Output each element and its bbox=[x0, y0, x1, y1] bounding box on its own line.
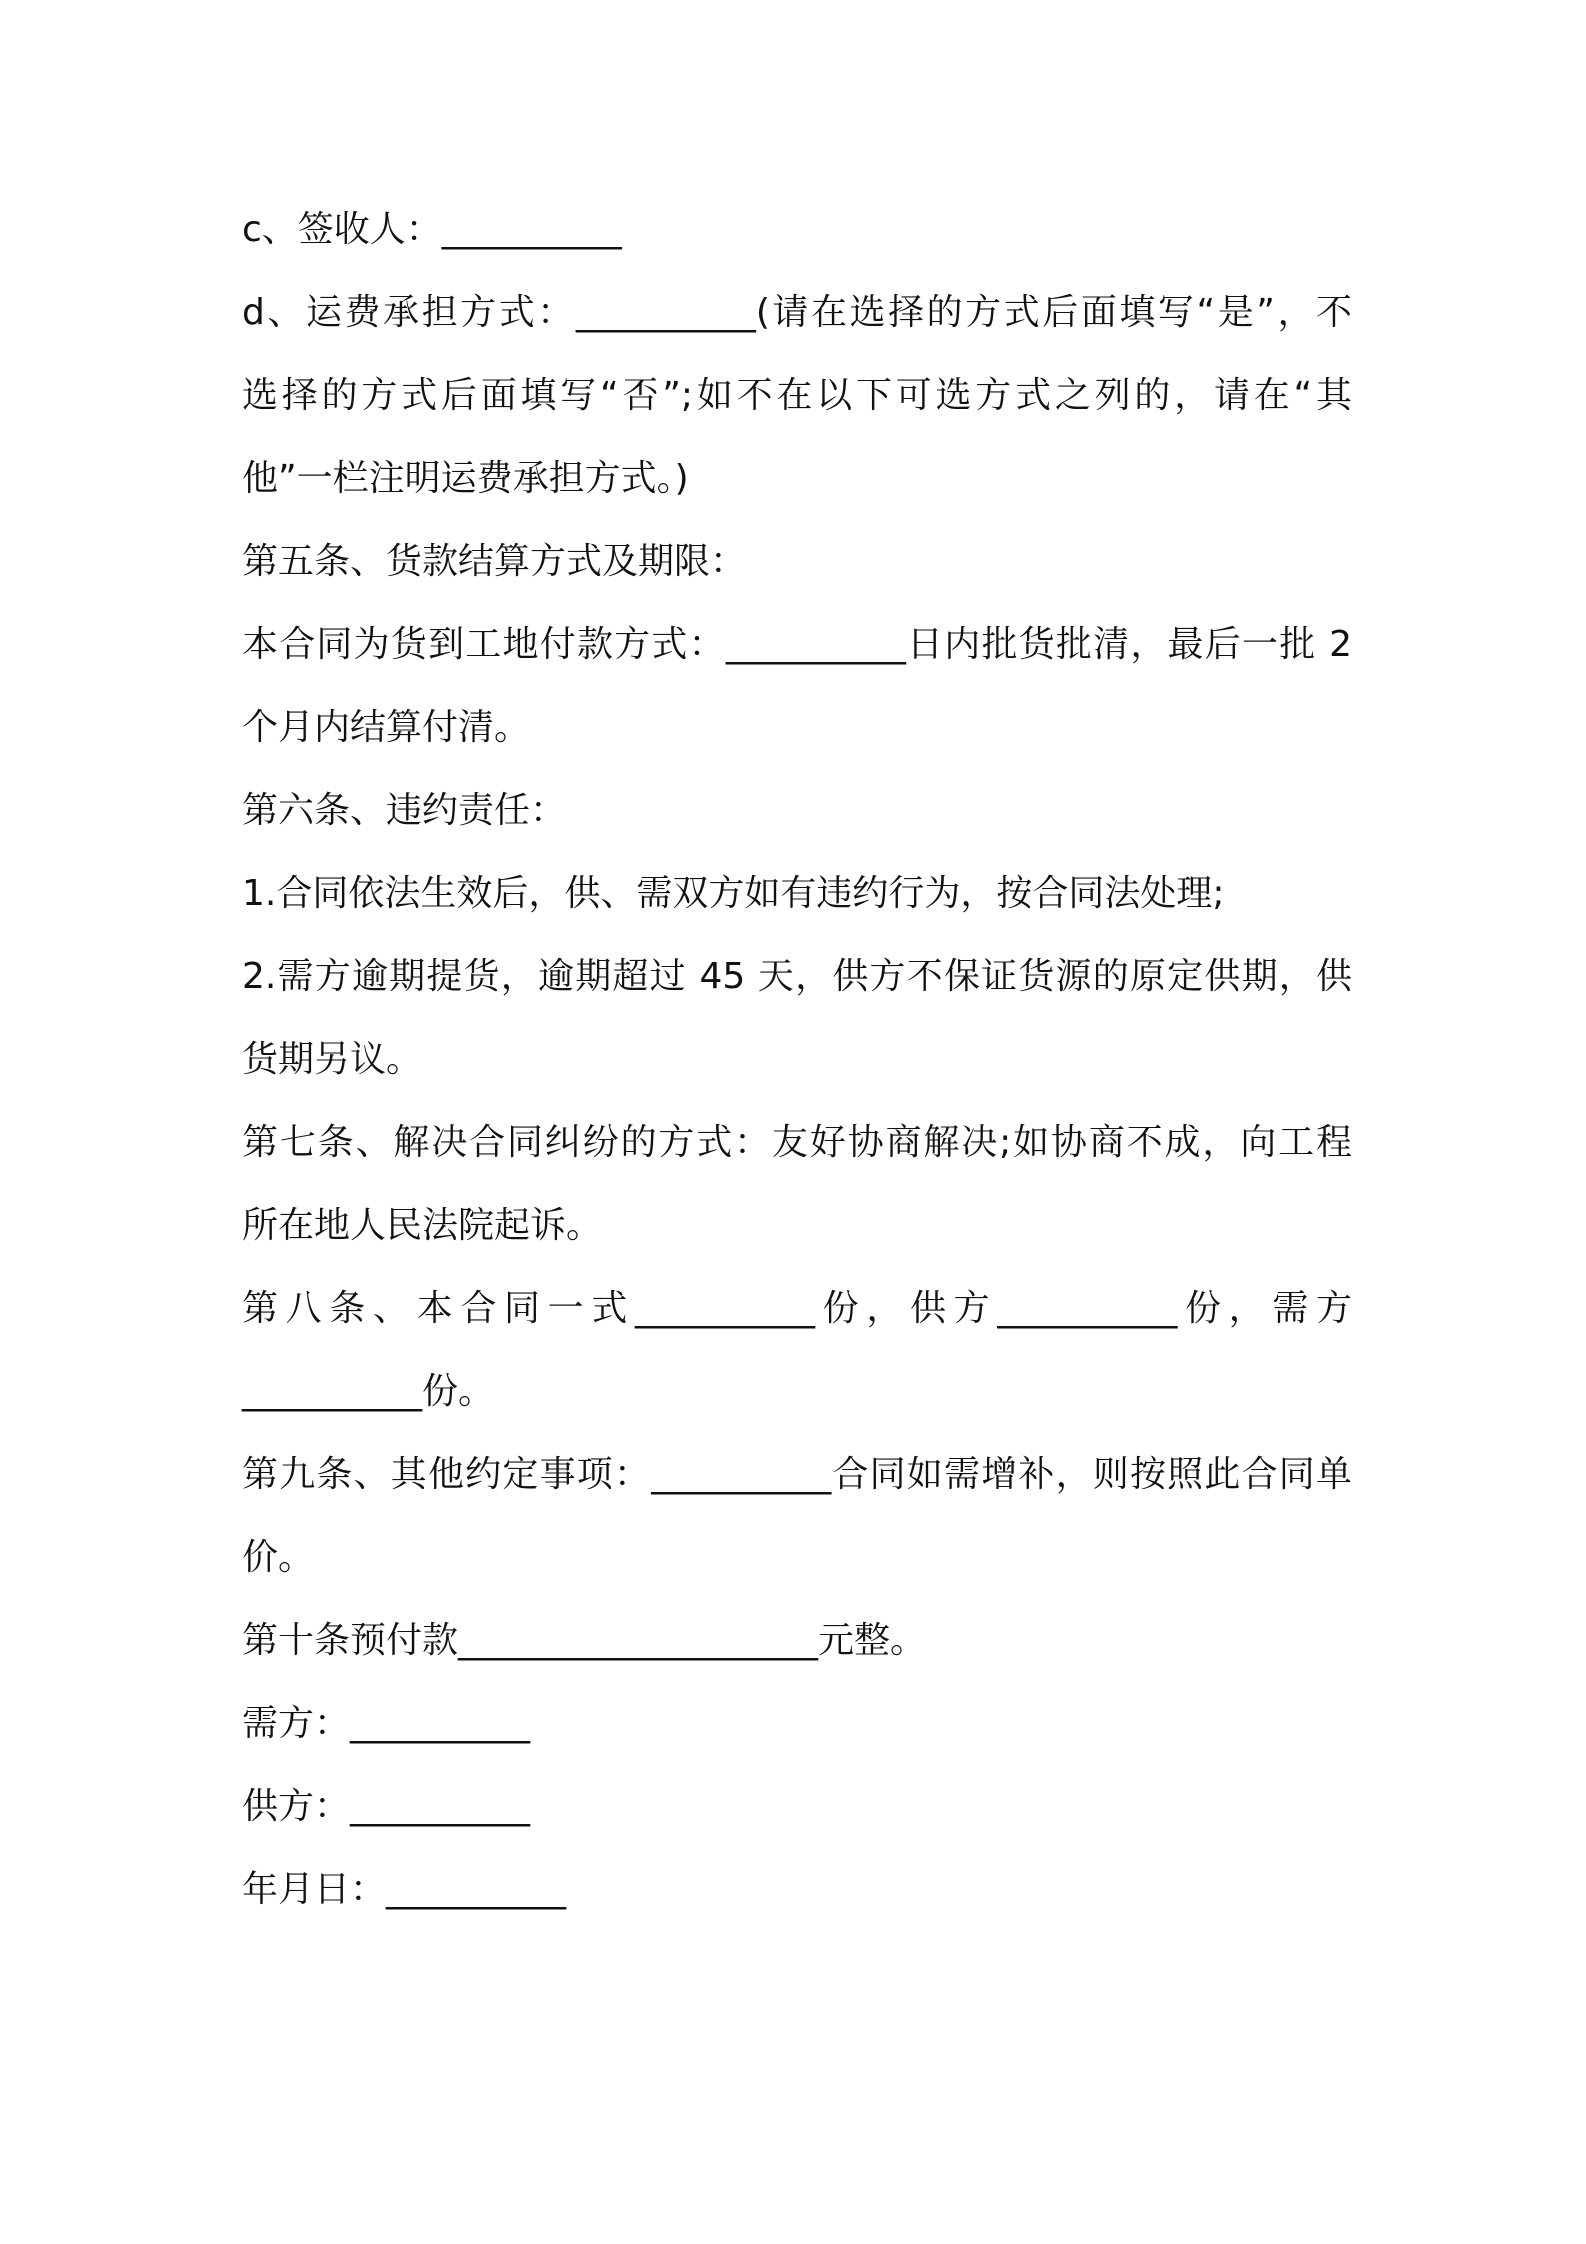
article-8-line-1: 第八条、本合同一式__________份，供方__________份，需方 bbox=[242, 1288, 1352, 1329]
freight-terms-line-2: 选择的方式后面填写“否”;如不在以下可选方式之列的，请在“其 bbox=[242, 375, 1352, 416]
article-8-line-2: __________份。 bbox=[242, 1371, 495, 1412]
buyer-signature-line: 需方：__________ bbox=[242, 1703, 531, 1744]
supplier-signature-line: 供方：__________ bbox=[242, 1786, 531, 1827]
article-9-line-2: 价。 bbox=[242, 1537, 315, 1578]
freight-terms-line-1: d、运费承担方式：__________(请在选择的方式后面填写“是”，不 bbox=[242, 292, 1352, 333]
liability-item-1: 1.合同依法生效后，供、需双方如有违约行为，按合同法处理; bbox=[242, 873, 1225, 914]
article-10-prepayment: 第十条预付款____________________元整。 bbox=[242, 1620, 927, 1661]
liability-item-2-line-1: 2.需方逾期提货，逾期超过 45 天，供方不保证货源的原定供期，供 bbox=[242, 956, 1352, 997]
article-7-line-2: 所在地人民法院起诉。 bbox=[242, 1205, 603, 1246]
payment-terms-line-1: 本合同为货到工地付款方式：__________日内批货批清，最后一批 2 bbox=[242, 624, 1352, 665]
article-6-heading: 第六条、违约责任： bbox=[242, 790, 567, 831]
article-9-line-1: 第九条、其他约定事项：__________合同如需增补，则按照此合同单 bbox=[242, 1454, 1352, 1495]
signee-line: c、签收人：__________ bbox=[242, 209, 622, 250]
article-7-line-1: 第七条、解决合同纠纷的方式：友好协商解决;如协商不成，向工程 bbox=[242, 1122, 1352, 1163]
payment-terms-line-2: 个月内结算付清。 bbox=[242, 707, 531, 748]
freight-terms-line-3: 他”一栏注明运费承担方式。) bbox=[242, 458, 689, 499]
article-5-heading: 第五条、货款结算方式及期限： bbox=[242, 541, 747, 582]
liability-item-2-line-2: 货期另议。 bbox=[242, 1039, 423, 1080]
contract-page bbox=[242, 188, 1352, 1931]
date-line: 年月日：__________ bbox=[242, 1869, 567, 1910]
